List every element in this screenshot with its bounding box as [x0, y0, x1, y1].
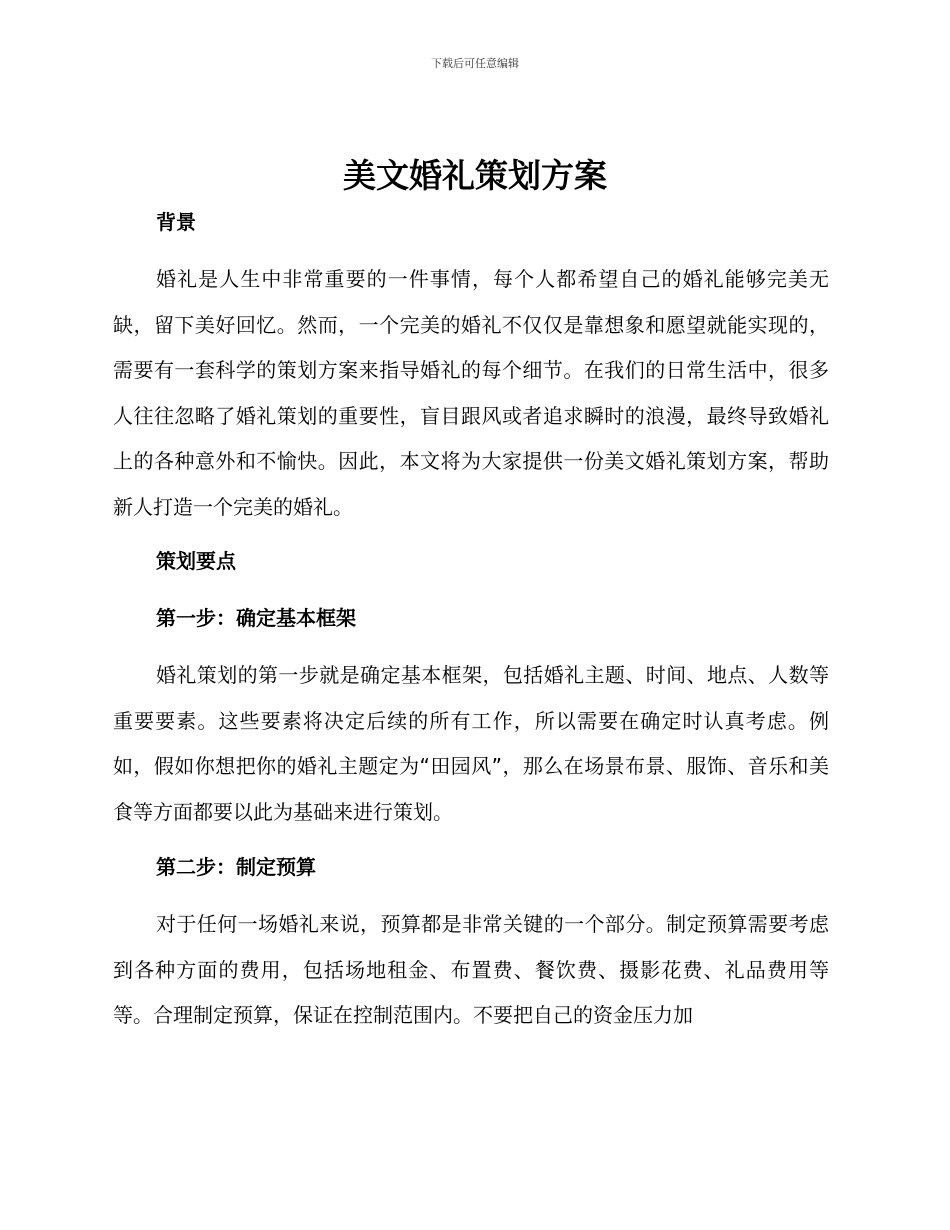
page-header: 下载后可任意编辑	[431, 57, 519, 70]
document-title: 美文婚礼策划方案	[343, 156, 607, 195]
paragraph-step-1: 婚礼策划的第一步就是确定基本框架，包括婚礼主题、时间、地点、人数等重要要素。这些要素将决定后续的所有工作，所以需要在确定时认真考虑。例如，假如你想把你的婚礼主题定为“田园风”，那么在场景布景、服饰、音乐和美食等方面都要以此为基础来进行策划。	[113, 663, 829, 824]
section-heading-step-2: 第二步：制定预算	[156, 855, 316, 879]
paragraph-background: 婚礼是人生中非常重要的一件事情，每个人都希望自己的婚礼能够完美无缺，留下美好回忆。然而，一个完美的婚礼不仅仅是靠想象和愿望就能实现的，需要有一套科学的策划方案来指导婚礼的每个细节。在我们的日常生活中，很多人往往忽略了婚礼策划的重要性，盲目跟风或者追求瞬时的浪漫，最终导致婚礼上的各种意外和不愉快。因此，本文将为大家提供一份美文婚礼策划方案，帮助新人打造一个完美的婚礼。	[113, 267, 829, 519]
section-heading-step-1: 第一步：确定基本框架	[156, 606, 356, 630]
paragraph-step-2: 对于任何一场婚礼来说，预算都是非常关键的一个部分。制定预算需要考虑到各种方面的费用，包括场地租金、布置费、餐饮费、摄影花费、礼品费用等等。合理制定预算，保证在控制范围内。不要把自己的资金压力加	[113, 912, 829, 1027]
section-heading-planning-points: 策划要点	[156, 549, 236, 573]
section-heading-background: 背景	[156, 210, 196, 234]
